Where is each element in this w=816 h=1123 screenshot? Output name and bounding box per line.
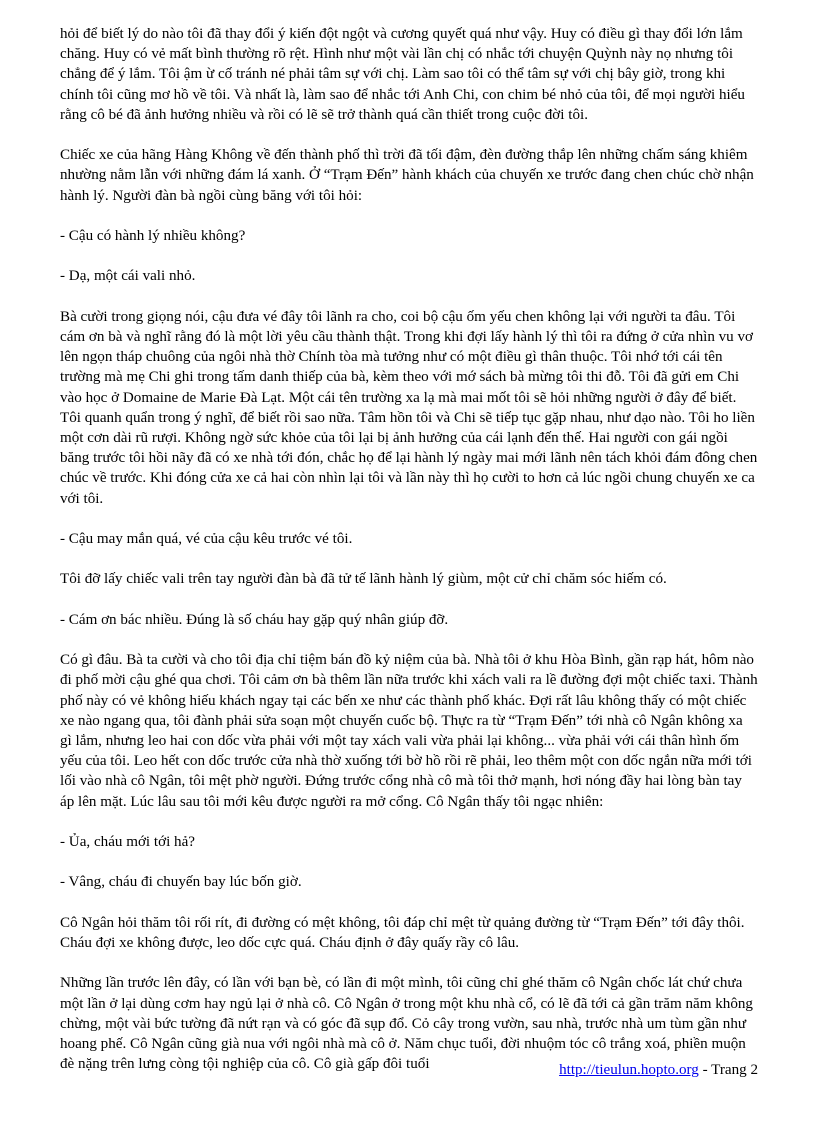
paragraph-7: Những lần trước lên đây, có lần với bạn bè, có lần đi một mình, tôi cũng chỉ ghé thăm cô Ngân chốc lát chứ chưa một lần ở lại dùng cơm hay ngủ lại ở nhà cô. Cô Ngân ở trong một khu nhà cổ, có lẽ đã tới cả gần trăm năm không chừng, một vài bức tường đã nứt rạn và có góc đã sụp đổ. Cỏ cây trong vườn, sau nhà, trước nhà um tùm gần như hoang phế. Cô Ngân cũng già nua với ngôi nhà mà cô ở. Năm chục tuổi, đời nhuộm tóc cô trắng xoá, phiền muộn đè nặng trên lưng còng tội nghiệp của cô. Cô già gấp đôi tuổi — [60, 975, 753, 1073]
page-number: Trang 2 — [711, 1062, 758, 1078]
paragraph-4: Tôi đỡ lấy chiếc vali trên tay người đàn bà đã tử tế lãnh hành lý giùm, một cử chỉ chăm sóc hiếm có. — [60, 571, 667, 588]
paragraph-3: Bà cười trong giọng nói, cậu đưa vé đây tôi lãnh ra cho, coi bộ cậu ốm yếu chen không lại với người ta đâu. Tôi cám ơn bà và nghĩ rằng đó là một lời yêu cầu thành thật. Trong khi đợi lấy hành lý thì tôi ra đứng ở cửa nhìn vu vơ lên ngọn tháp chuông của ngôi nhà thờ Chính tòa mà tưởng như có một điều gì thân thuộc. Tôi nhớ tới cái tên trường mà mẹ Chi ghi trong tấm danh thiếp của bà, kèm theo với mớ sách bà mừng tôi thi đỗ. Tôi đã gửi em Chi vào học ở Domaine de Marie Đà Lạt. Một cái tên trường xa lạ mà mai mốt tôi sẽ hỏi những người ở đây để biết. Tôi quanh quẩn trong ý nghĩ, để biết rồi sao nữa. Tâm hồn tôi và Chi sẽ tiếp tục gặp nhau, như dạo nào. Tôi ho liền một cơn dài rũ rượi. Không ngờ sức khỏe của tôi lại bị ảnh hưởng của cái lạnh đến thế. Hai người con gái ngồi băng trước tôi hồi nãy đã có xe nhà tới đón, chắc họ để lại hành lý ngày mai mới lãnh nên tách khỏi đám đông chen chúc về trước. Khi đóng cửa xe cả hai còn nhìn lại tôi và lần này thì họ cười to hơn cả lúc ngồi chung chuyến xe ca với tôi. — [60, 308, 758, 507]
footer-separator: - — [698, 1062, 712, 1078]
dialogue-line-3: - Cậu may mắn quá, vé của cậu kêu trước vé tôi. — [60, 531, 353, 547]
site-link[interactable]: http://tieulun.hopto.org — [559, 1062, 699, 1078]
paragraph-5: Có gì đâu. Bà ta cười và cho tôi địa chỉ tiệm bán đồ kỷ niệm của bà. Nhà tôi ở khu Hòa Bình, gần rạp hát, hôm nào đi phố mời cậu ghé qua chơi. Tôi cảm ơn bà thêm lần nữa trước khi xách vali ra lề đường đợi một chiếc taxi. Thành phố này có vẻ không hiếu khách ngay tại các bến xe như các thành phố khác. Đợi rất lâu không thấy có một chiếc xe nào ngang qua, tôi đành phải sửa soạn một chuyến cuốc bộ. Thực ra từ “Trạm Đến” tới nhà cô Ngân không xa gì lắm, nhưng leo hai con dốc vừa phải với một tay xách vali vừa phải lại không... vừa phải với cái thân hình ốm yếu của tôi. Leo hết con dốc trước cửa nhà thờ xuống tới bờ hồ rồi rẽ phải, leo thêm một con dốc ngắn nữa mới tới lối vào nhà cô Ngân, tôi mệt phờ người. Đứng trước cổng nhà cô mà tôi thở mạnh, hơi nóng đầy hai lòng bàn tay áp lên mặt. Lúc lâu sau tôi mới kêu được người ra mở cổng. Cô Ngân thấy tôi ngạc nhiên: — [60, 652, 758, 810]
paragraph-1: hỏi để biết lý do nào tôi đã thay đổi ý kiến đột ngột và cương quyết quá như vậy. Huy có điều gì thay đổi lớn lắm chăng. Huy có vẻ mất bình thường rõ rệt. Hình như một vài lần chị có nhắc tới chuyện Quỳnh này nọ nhưng tôi chẳng để ý lắm. Tôi ậm ừ cố tránh né phải tâm sự với chị. Làm sao tôi có thể tâm sự với chị bây giờ, trong khi chính tôi cũng mơ hồ về tôi. Và nhất là, làm sao để nhắc tới Anh Chi, con chim bé nhỏ của tôi, để mọi người hiểu rằng cô bé đã ảnh hưởng nhiều và rồi có lẽ sẽ trở thành quá cần thiết trong cuộc đời tôi. — [60, 26, 745, 123]
dialogue-line-6: - Vâng, cháu đi chuyến bay lúc bốn giờ. — [60, 874, 302, 891]
dialogue-line-2: - Dạ, một cái vali nhỏ. — [60, 268, 196, 285]
dialogue-line-1: - Cậu có hành lý nhiều không? — [60, 228, 246, 244]
paragraph-6: Cô Ngân hỏi thăm tôi rối rít, đi đường có mệt không, tôi đáp chỉ mệt từ quảng đường từ “Trạm Đến” tới đây thôi. Cháu đợi xe không được, leo dốc cực quá. Cháu định ở đây quấy rầy cô lâu. — [60, 914, 745, 951]
dialogue-line-4: - Cám ơn bác nhiều. Đúng là số cháu hay gặp quý nhân giúp đỡ. — [60, 611, 449, 628]
paragraph-2: Chiếc xe của hãng Hàng Không về đến thành phố thì trời đã tối đậm, đèn đường thắp lên những chấm sáng khiêm nhường nằm lẫn với những đám lá xanh. Ở “Trạm Đến” hành khách của chuyến xe trước đang chen chúc chờ nhận hành lý. Người đàn bà ngồi cùng băng với tôi hỏi: — [60, 147, 754, 204]
page-footer — [559, 1060, 758, 1080]
dialogue-line-5: - Ủa, cháu mới tới hả? — [60, 833, 195, 850]
